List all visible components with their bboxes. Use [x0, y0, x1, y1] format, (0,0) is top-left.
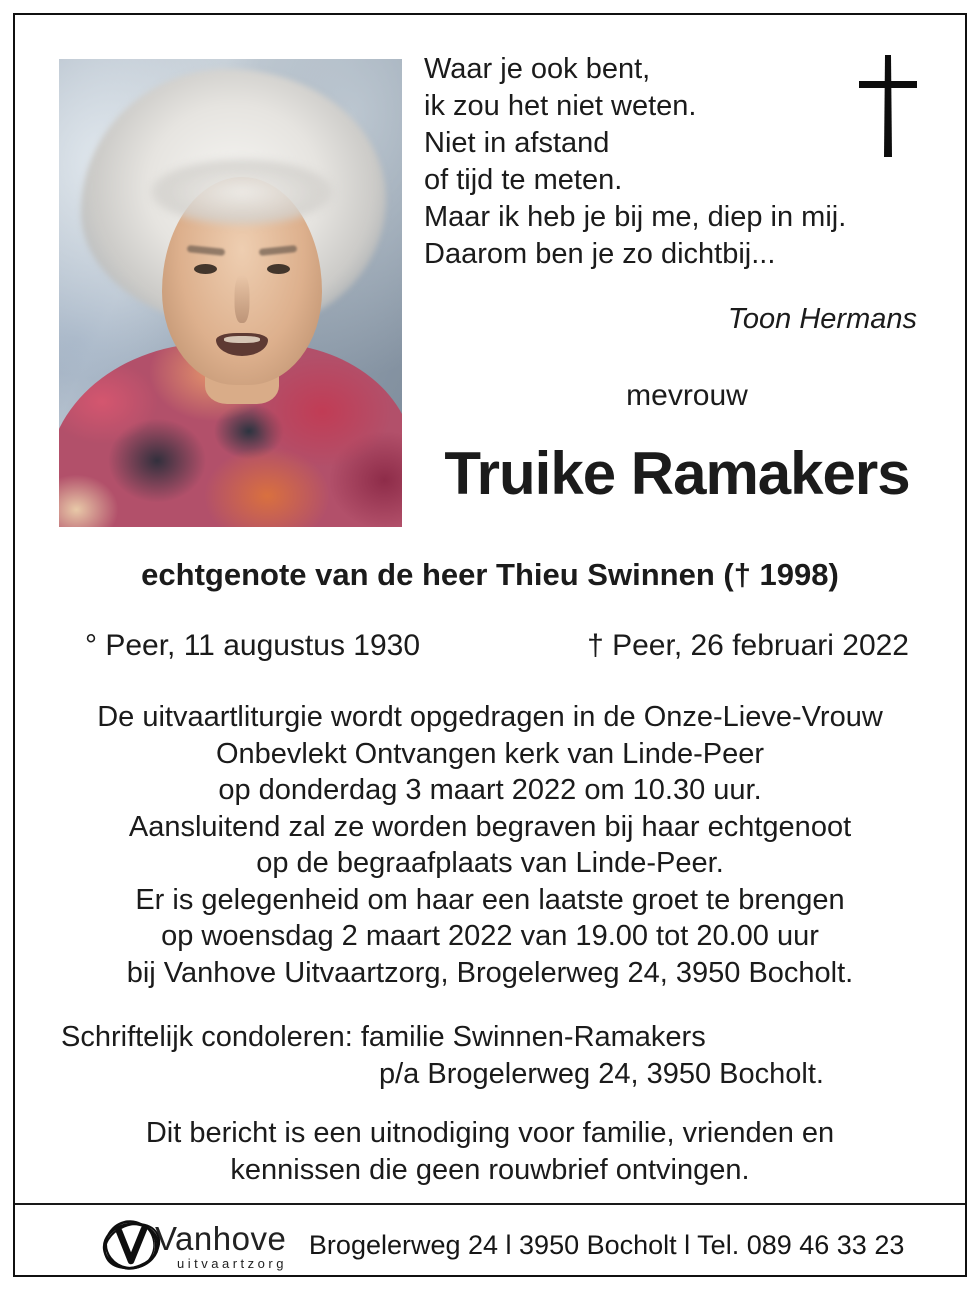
text-line: op woensdag 2 maart 2022 van 19.00 tot 20.00 uur — [161, 920, 819, 952]
salutation: mevrouw — [626, 379, 748, 412]
text-line: De uitvaartliturgie wordt opgedragen in de Onze-Lieve-Vrouw — [97, 701, 883, 733]
text-line: op de begraafplaats van Linde-Peer. — [256, 847, 724, 879]
text-line: Maar ik heb je bij me, diep in mij. — [424, 201, 847, 233]
poem-author: Toon Hermans — [727, 303, 917, 335]
service-details — [15, 699, 965, 991]
text-line: Daarom ben je zo dichtbij... — [424, 238, 776, 270]
text-line: of tijd te meten. — [424, 164, 623, 196]
footer — [99, 1213, 904, 1277]
birth-death-row — [15, 629, 965, 663]
cross-icon — [855, 55, 921, 159]
text-line: bij Vanhove Uitvaartzorg, Brogelerweg 24, 3950 Bocholt. — [126, 956, 854, 989]
text-line: Onbevlekt Ontvangen kerk van Linde-Peer — [215, 737, 765, 770]
text-line: op donderdag 3 maart 2022 om 10.30 uur. — [218, 774, 762, 806]
text-line: Aansluitend zal ze worden begraven bij haar echtgenoot — [128, 810, 852, 843]
spouse-line: echtgenote van de heer Thieu Swinnen († 1998) — [141, 557, 839, 592]
death-date: † Peer, 26 februari 2022 — [587, 629, 909, 662]
condolence-block — [61, 1019, 824, 1093]
poem — [424, 51, 846, 273]
text-line: kennissen die geen rouwbrief ontvingen. — [230, 1154, 750, 1186]
text-line: ik zou het niet weten. — [424, 90, 697, 122]
condolence-line-1: Schriftelijk condoleren: familie Swinnen-Ramakers — [61, 1021, 706, 1053]
photo-nose — [235, 275, 250, 323]
memorial-card — [13, 13, 967, 1277]
brand-subtitle: uitvaartzorg — [177, 1255, 287, 1271]
deceased-name: Truike Ramakers — [444, 440, 910, 507]
condolence-line-2: p/a Brogelerweg 24, 3950 Bocholt. — [379, 1058, 824, 1090]
photo-eyebrow-right — [259, 245, 298, 256]
photo-eye-left — [194, 264, 217, 274]
photo-eye-right — [267, 264, 290, 274]
text-line: Niet in afstand — [424, 127, 610, 159]
footer-contact: Brogelerweg 24 l 3950 Bocholt l Tel. 089 46 33 23 — [308, 1229, 905, 1260]
text-line: Waar je ook bent, — [424, 53, 651, 85]
portrait-photo — [59, 59, 402, 527]
photo-hair-fringe — [151, 159, 333, 225]
text-line: Dit bericht is een uitnodiging voor familie, vrienden en — [145, 1117, 835, 1149]
brand-name: Vanhove — [155, 1219, 287, 1257]
text-line: Er is gelegenheid om haar een laatste groet te brengen — [135, 883, 845, 916]
photo-mouth — [216, 333, 268, 356]
footer-divider — [15, 1203, 965, 1205]
brand-block — [155, 1220, 287, 1271]
vanhove-logo-icon — [99, 1213, 163, 1277]
birth-date: ° Peer, 11 augustus 1930 — [85, 629, 421, 662]
photo-eyebrow-left — [187, 245, 226, 256]
invitation-notice — [15, 1115, 965, 1189]
